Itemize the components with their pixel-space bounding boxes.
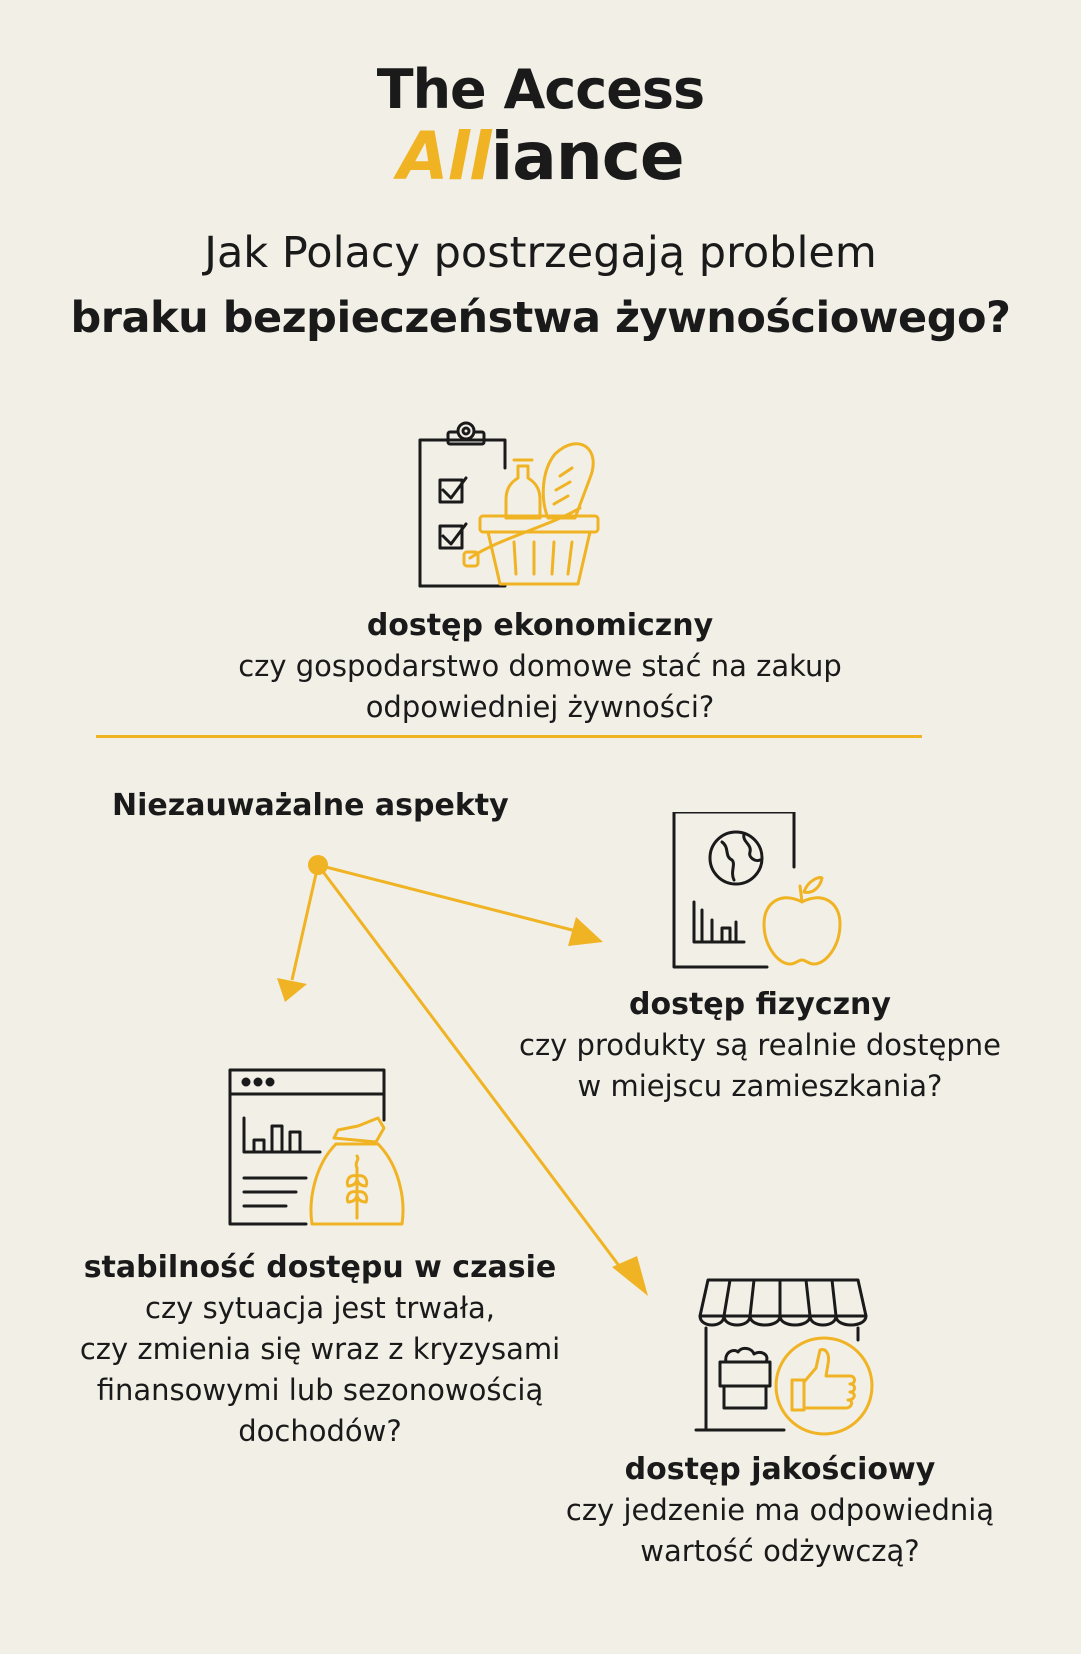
stability-desc-1: czy sytuacja jest trwała, [145, 1291, 495, 1325]
economic-access-desc-2: odpowiedniej żywności? [365, 690, 715, 724]
quality-access-desc-1: czy jedzenie ma odpowiednią [565, 1493, 995, 1527]
globe-chart-apple-icon [672, 812, 852, 972]
quality-access-block [520, 1450, 1040, 1572]
arrowhead-physical [568, 917, 603, 946]
arrowhead-stability [277, 978, 307, 1002]
economic-access-desc-1: czy gospodarstwo domowe stać na zakup [238, 649, 842, 683]
physical-access-block [480, 985, 1040, 1107]
shop-thumbs-up-icon [694, 1276, 880, 1442]
origin-dot [308, 855, 328, 875]
logo-accent: All [397, 118, 491, 195]
stability-desc-2: czy zmienia się wraz z kryzysami [79, 1332, 561, 1366]
physical-access-desc-2: w miejscu zamieszkania? [577, 1069, 943, 1103]
aspects-label: Niezauważalne aspekty [112, 788, 509, 823]
logo-rest: iance [490, 118, 684, 195]
stability-block [30, 1248, 610, 1452]
stability-desc-3: finansowymi lub sezonowością [96, 1373, 544, 1407]
logo-line-1: The Access [376, 58, 705, 121]
quality-access-desc-2: wartość odżywczą? [640, 1534, 920, 1568]
quality-access-heading: dostęp jakościowy [624, 1452, 936, 1487]
page-title-line-1: Jak Polacy postrzegają problem [204, 228, 877, 278]
economic-access-heading: dostęp ekonomiczny [366, 608, 714, 643]
browser-chart-grain-sack-icon [226, 1068, 416, 1238]
page-title-line-2: braku bezpieczeństwa żywnościowego? [70, 293, 1011, 343]
physical-access-desc-1: czy produkty są realnie dostępne [519, 1028, 1001, 1062]
physical-access-heading: dostęp fizyczny [629, 987, 891, 1022]
stability-desc-4: dochodów? [238, 1414, 402, 1448]
stability-heading: stabilność dostępu w czasie [83, 1250, 557, 1285]
